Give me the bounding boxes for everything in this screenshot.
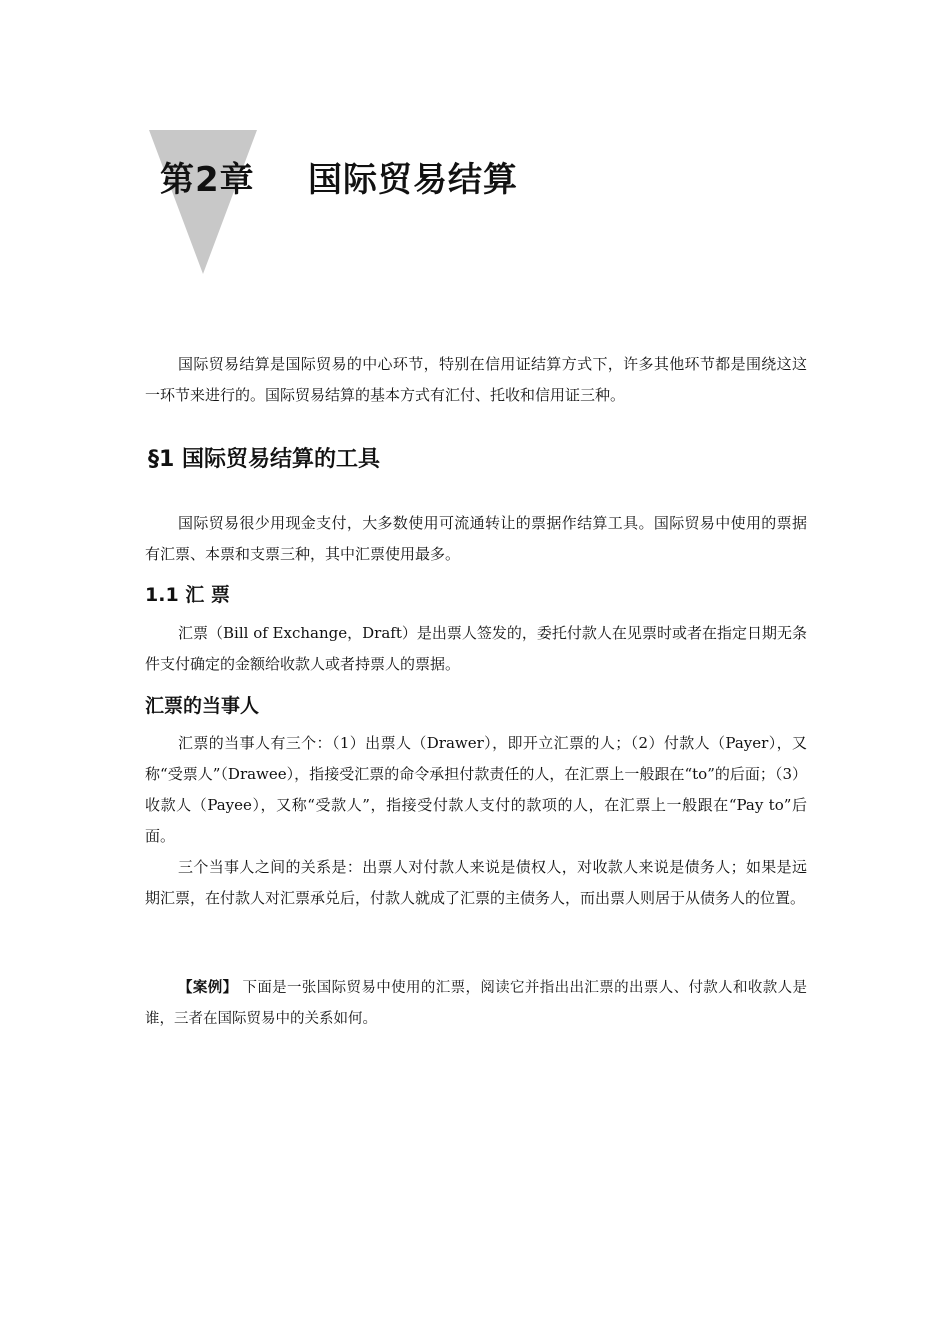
parties-paragraph-1: 汇票的当事人有三个：（1）出票人（Drawer），即开立汇票的人；（2）付款人（Payer），又称“受票人”（Drawee），指接受汇票的命令承担付款责任的人，在汇票上一般跟在“to”的后面；（3）收款人（Payee），又称“受款人”，指接受付款人支付的款项的人，在汇票上一般跟在“Pay to”后面。 [145,734,807,845]
section-heading: §1 国际贸易结算的工具 [148,447,380,472]
section-paragraph: 国际贸易很少用现金支付，大多数使用可流通转让的票据作结算工具。国际贸易中使用的票据有汇票、本票和支票三种，其中汇票使用最多。 [145,514,807,563]
chapter-number: 第2章 [160,160,255,200]
case-text: 下面是一张国际贸易中使用的汇票，阅读它并指出出汇票的出票人、付款人和收款人是谁，三者在国际贸易中的关系如何。 [145,980,808,1027]
case-tag: 【案例】 [178,979,238,996]
chapter-title: 国际贸易结算 [308,160,518,200]
case-paragraph [145,972,807,1035]
subsection-heading: 1.1 汇 票 [145,584,230,606]
parties-heading: 汇票的当事人 [145,695,260,717]
parties-paragraph-2: 三个当事人之间的关系是：出票人对付款人来说是债权人，对收款人来说是债务人；如果是远期汇票，在付款人对汇票承兑后，付款人就成了汇票的主债务人，而出票人则居于从债务人的位置。 [145,858,807,907]
chapter-heading [160,152,518,201]
subsection-paragraph: 汇票（Bill of Exchange，Draft）是出票人签发的，委托付款人在见票时或者在指定日期无条件支付确定的金额给收款人或者持票人的票据。 [145,624,807,673]
intro-paragraph: 国际贸易结算是国际贸易的中心环节，特别在信用证结算方式下，许多其他环节都是围绕这这一环节来进行的。国际贸易结算的基本方式有汇付、托收和信用证三种。 [145,355,807,404]
